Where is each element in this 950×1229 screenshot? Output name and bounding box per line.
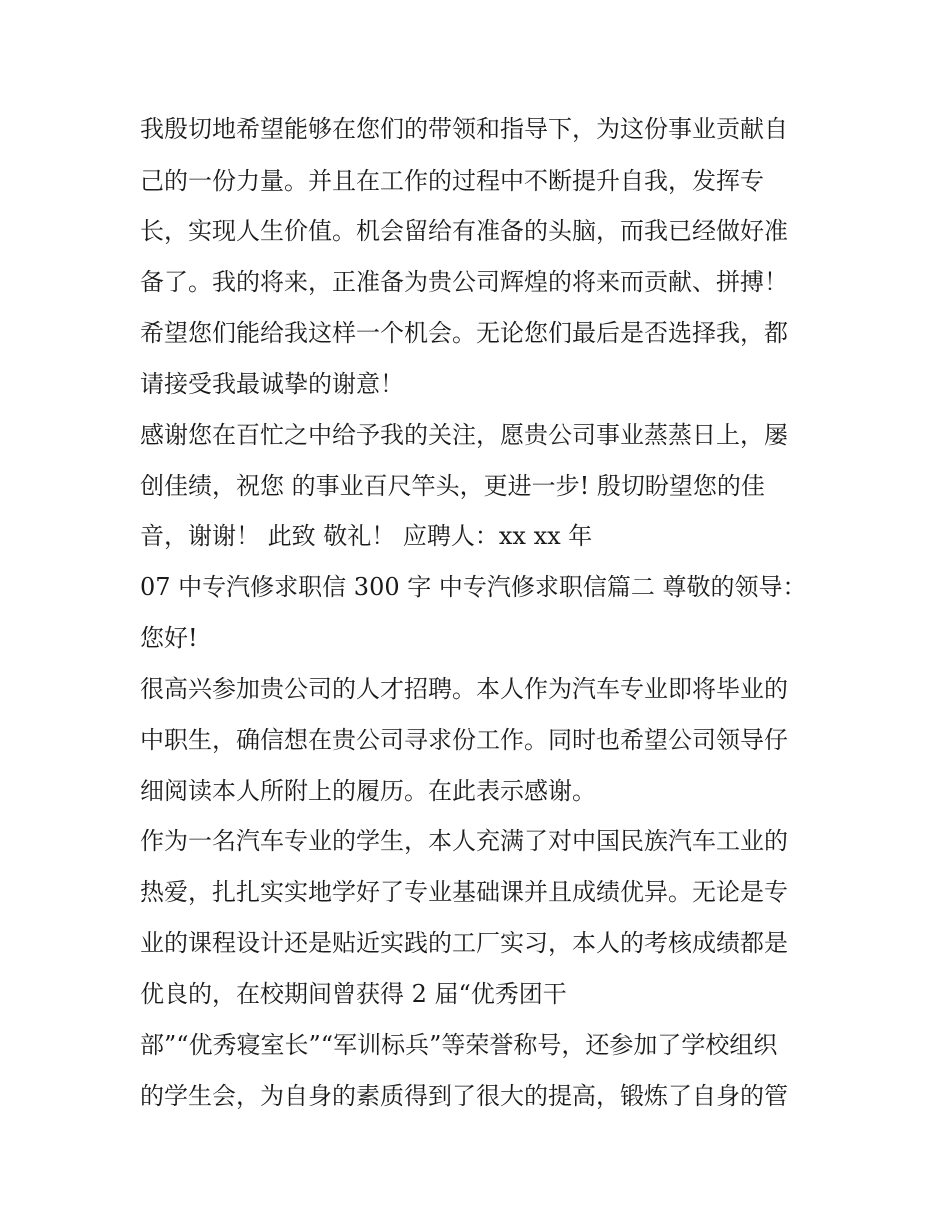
- text-line: 优良的，在校期间曾获得 2 届“优秀团干: [140, 980, 567, 1008]
- text-line: 创佳绩，祝您 的事业百尺竿头，更进一步! 殷切盼望您的佳: [140, 472, 765, 500]
- text-line: 备了。我的将来，正准备为贵公司辉煌的将来而贡献、拼搏！: [140, 268, 788, 296]
- text-line: 我殷切地希望能够在您们的带领和指导下，为这份事业贡献自: [140, 115, 788, 143]
- text-line: 请接受我最诚挚的谢意！: [140, 370, 404, 398]
- text-line: 长，实现人生价值。机会留给有准备的头脑，而我已经做好准: [140, 217, 788, 245]
- text-line: 部”“优秀寝室长”“军训标兵”等荣誉称号，还参加了学校组织: [140, 1031, 778, 1059]
- text-line: 音，谢谢！ 此致 敬礼！ 应聘人：xx xx 年: [140, 522, 593, 550]
- text-line: 您好!: [140, 624, 198, 652]
- text-line: 07 中专汽修求职信 300 字 中专汽修求职信篇二 尊敬的领导：: [140, 573, 807, 601]
- text-line: 中职生，确信想在贵公司寻求份工作。同时也希望公司领导仔: [140, 726, 788, 754]
- text-line: 作为一名汽车专业的学生，本人充满了对中国民族汽车工业的: [140, 827, 788, 855]
- text-line: 感谢您在百忙之中给予我的关注，愿贵公司事业蒸蒸日上，屡: [140, 421, 788, 449]
- text-line: 热爱，扎扎实实地学好了专业基础课并且成绩优异。无论是专: [140, 878, 788, 906]
- text-line: 的学生会，为自身的素质得到了很大的提高，锻炼了自身的管: [140, 1082, 788, 1110]
- text-line: 很高兴参加贵公司的人才招聘。本人作为汽车专业即将毕业的: [140, 675, 788, 703]
- text-line: 希望您们能给我这样一个机会。无论您们最后是否选择我，都: [140, 319, 788, 347]
- text-line: 己的一份力量。并且在工作的过程中不断提升自我，发挥专: [140, 167, 764, 195]
- text-line: 业的课程设计还是贴近实践的工厂实习，本人的考核成绩都是: [140, 929, 788, 957]
- text-line: 细阅读本人所附上的履历。在此表示感谢。: [140, 777, 596, 805]
